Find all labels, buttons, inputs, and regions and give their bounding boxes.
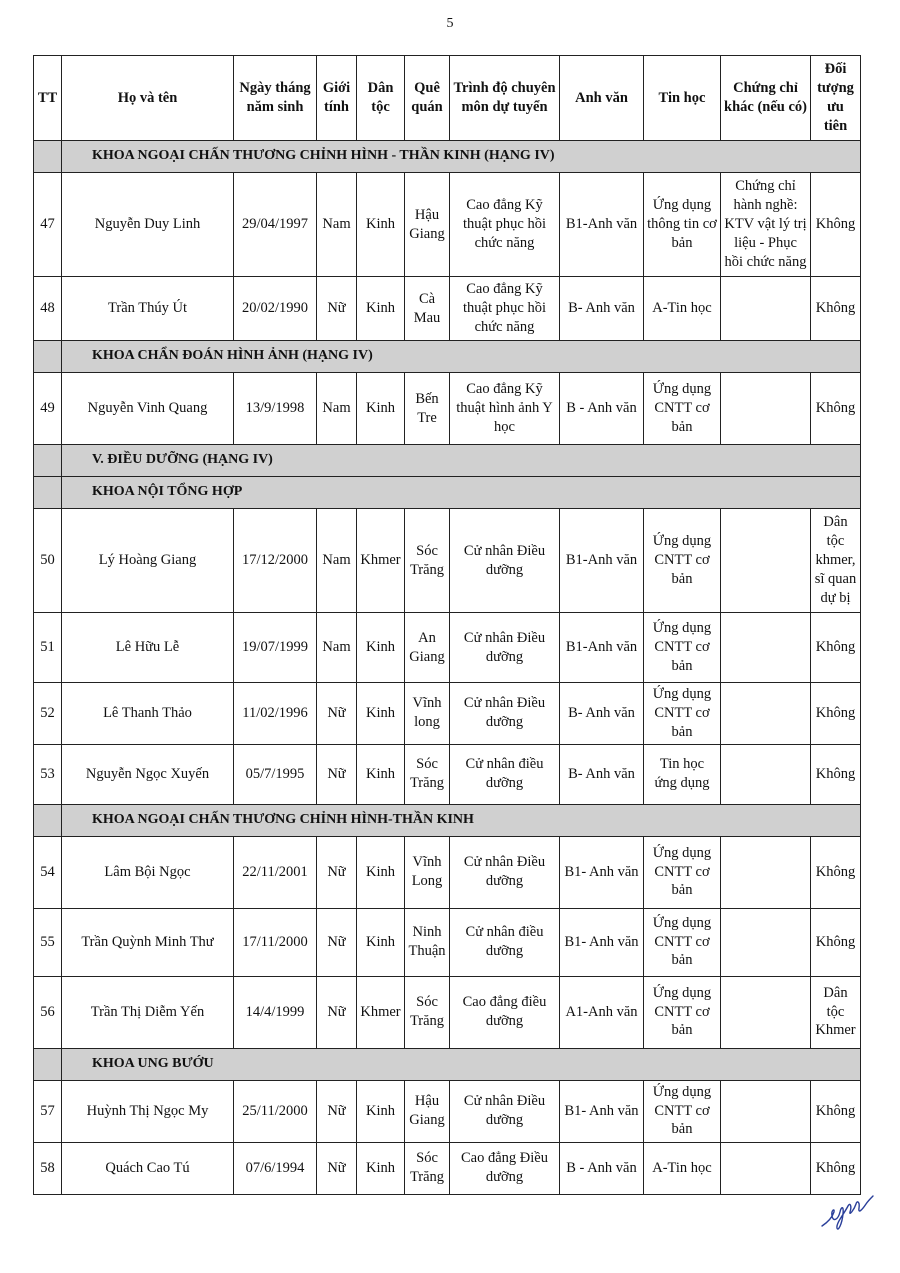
cell-english: B1-Anh văn — [560, 509, 644, 613]
header-gender: Giới tính — [317, 56, 357, 141]
cell-hometown: Hậu Giang — [405, 1080, 450, 1142]
cell-tt: 48 — [34, 277, 62, 341]
cell-name: Huỳnh Thị Ngọc My — [62, 1080, 234, 1142]
cell-gender: Nữ — [317, 1080, 357, 1142]
cell-english: B- Anh văn — [560, 683, 644, 745]
cell-dob: 19/07/1999 — [234, 613, 317, 683]
cell-priority: Không — [811, 1080, 861, 1142]
cell-gender: Nữ — [317, 836, 357, 908]
cell-name: Lâm Bội Ngọc — [62, 836, 234, 908]
cell-it: Ứng dụng CNTT cơ bản — [644, 976, 721, 1048]
cell-gender: Nữ — [317, 744, 357, 804]
cell-ethnicity: Khmer — [357, 976, 405, 1048]
header-tt: TT — [34, 56, 62, 141]
cell-ethnicity: Kinh — [357, 744, 405, 804]
cell-it: Tin học ứng dụng — [644, 744, 721, 804]
cell-dob: 20/02/1990 — [234, 277, 317, 341]
cell-it: Ứng dụng CNTT cơ bản — [644, 373, 721, 445]
section-blank-cell — [34, 1048, 62, 1080]
cell-tt: 50 — [34, 509, 62, 613]
table-row — [34, 173, 861, 277]
cell-qualification: Cao đẳng điều dưỡng — [450, 976, 560, 1048]
cell-hometown: Cà Mau — [405, 277, 450, 341]
cell-hometown: Vĩnh Long — [405, 836, 450, 908]
cell-priority: Không — [811, 613, 861, 683]
cell-hometown: Bến Tre — [405, 373, 450, 445]
header-dob: Ngày tháng năm sinh — [234, 56, 317, 141]
header-priority: Đối tượng ưu tiên — [811, 56, 861, 141]
cell-dob: 17/12/2000 — [234, 509, 317, 613]
cell-it: A-Tin học — [644, 1142, 721, 1194]
cell-name: Trần Quỳnh Minh Thư — [62, 908, 234, 976]
section-row — [34, 804, 861, 836]
cell-dob: 11/02/1996 — [234, 683, 317, 745]
cell-dob: 14/4/1999 — [234, 976, 317, 1048]
cell-dob: 22/11/2001 — [234, 836, 317, 908]
cell-other-cert — [721, 1080, 811, 1142]
cell-it: Ứng dụng CNTT cơ bản — [644, 509, 721, 613]
cell-other-cert — [721, 373, 811, 445]
cell-hometown: Sóc Trăng — [405, 509, 450, 613]
cell-hometown: An Giang — [405, 613, 450, 683]
cell-tt: 58 — [34, 1142, 62, 1194]
section-blank-cell — [34, 141, 62, 173]
cell-other-cert — [721, 613, 811, 683]
header-english: Anh văn — [560, 56, 644, 141]
cell-dob: 29/04/1997 — [234, 173, 317, 277]
cell-other-cert — [721, 683, 811, 745]
cell-english: B1- Anh văn — [560, 836, 644, 908]
cell-gender: Nữ — [317, 277, 357, 341]
cell-hometown: Hậu Giang — [405, 173, 450, 277]
cell-priority: Không — [811, 1142, 861, 1194]
cell-it: Ứng dụng CNTT cơ bản — [644, 613, 721, 683]
cell-name: Lý Hoàng Giang — [62, 509, 234, 613]
section-row — [34, 1048, 861, 1080]
cell-qualification: Cao đẳng Điều dưỡng — [450, 1142, 560, 1194]
cell-gender: Nam — [317, 173, 357, 277]
section-title: KHOA UNG BƯỚU — [62, 1048, 861, 1080]
cell-other-cert — [721, 277, 811, 341]
cell-qualification: Cử nhân Điều dưỡng — [450, 613, 560, 683]
cell-ethnicity: Kinh — [357, 277, 405, 341]
cell-it: Ứng dụng CNTT cơ bản — [644, 908, 721, 976]
table-row — [34, 976, 861, 1048]
section-row — [34, 341, 861, 373]
cell-tt: 54 — [34, 836, 62, 908]
section-title: KHOA NỘI TỔNG HỢP — [62, 477, 861, 509]
cell-name: Nguyễn Vinh Quang — [62, 373, 234, 445]
page-number: 5 — [446, 16, 454, 31]
table-row — [34, 744, 861, 804]
cell-qualification: Cao đẳng Kỹ thuật hình ảnh Y học — [450, 373, 560, 445]
cell-other-cert — [721, 744, 811, 804]
cell-hometown: Vĩnh long — [405, 683, 450, 745]
section-blank-cell — [34, 804, 62, 836]
cell-english: B- Anh văn — [560, 277, 644, 341]
cell-dob: 05/7/1995 — [234, 744, 317, 804]
table-row — [34, 613, 861, 683]
cell-it: Ứng dụng CNTT cơ bản — [644, 683, 721, 745]
cell-tt: 51 — [34, 613, 62, 683]
cell-other-cert — [721, 908, 811, 976]
cell-priority: Không — [811, 908, 861, 976]
cell-english: B1-Anh văn — [560, 613, 644, 683]
cell-ethnicity: Khmer — [357, 509, 405, 613]
cell-priority: Không — [811, 836, 861, 908]
cell-priority: Dân tộc Khmer — [811, 976, 861, 1048]
section-title: KHOA NGOẠI CHẤN THƯƠNG CHỈNH HÌNH - THẦN KINH (HẠNG IV) — [62, 141, 861, 173]
section-row — [34, 141, 861, 173]
cell-other-cert: Chứng chỉ hành nghề: KTV vật lý trị liệu - Phục hồi chức năng — [721, 173, 811, 277]
cell-dob: 25/11/2000 — [234, 1080, 317, 1142]
cell-other-cert — [721, 509, 811, 613]
cell-gender: Nam — [317, 373, 357, 445]
section-title: KHOA NGOẠI CHẤN THƯƠNG CHỈNH HÌNH-THẦN KINH — [62, 804, 861, 836]
cell-tt: 53 — [34, 744, 62, 804]
cell-english: A1-Anh văn — [560, 976, 644, 1048]
cell-priority: Dân tộc khmer, sĩ quan dự bị — [811, 509, 861, 613]
table-body — [34, 141, 861, 1195]
cell-english: B1- Anh văn — [560, 908, 644, 976]
cell-hometown: Sóc Trăng — [405, 744, 450, 804]
table-row — [34, 683, 861, 745]
header-hometown: Quê quán — [405, 56, 450, 141]
cell-ethnicity: Kinh — [357, 683, 405, 745]
cell-other-cert — [721, 836, 811, 908]
cell-name: Nguyễn Ngọc Xuyến — [62, 744, 234, 804]
cell-gender: Nữ — [317, 976, 357, 1048]
cell-tt: 49 — [34, 373, 62, 445]
cell-qualification: Cử nhân Điều dưỡng — [450, 1080, 560, 1142]
cell-dob: 17/11/2000 — [234, 908, 317, 976]
cell-tt: 57 — [34, 1080, 62, 1142]
cell-english: B - Anh văn — [560, 373, 644, 445]
section-blank-cell — [34, 445, 62, 477]
cell-ethnicity: Kinh — [357, 1142, 405, 1194]
candidate-table — [33, 55, 861, 1195]
cell-gender: Nữ — [317, 1142, 357, 1194]
cell-gender: Nữ — [317, 908, 357, 976]
cell-gender: Nữ — [317, 683, 357, 745]
cell-other-cert — [721, 1142, 811, 1194]
cell-hometown: Ninh Thuận — [405, 908, 450, 976]
cell-ethnicity: Kinh — [357, 908, 405, 976]
cell-name: Lê Hữu Lễ — [62, 613, 234, 683]
table-row — [34, 509, 861, 613]
cell-qualification: Cử nhân điều dưỡng — [450, 908, 560, 976]
cell-name: Lê Thanh Thảo — [62, 683, 234, 745]
cell-qualification: Cử nhân Điều dưỡng — [450, 836, 560, 908]
section-row — [34, 445, 861, 477]
cell-gender: Nam — [317, 613, 357, 683]
cell-qualification: Cử nhân Điều dưỡng — [450, 509, 560, 613]
signature-mark — [818, 1192, 876, 1234]
section-title: KHOA CHẨN ĐOÁN HÌNH ẢNH (HẠNG IV) — [62, 341, 861, 373]
section-blank-cell — [34, 341, 62, 373]
cell-it: Ứng dụng CNTT cơ bản — [644, 836, 721, 908]
table-row — [34, 1142, 861, 1194]
table-row — [34, 277, 861, 341]
cell-priority: Không — [811, 173, 861, 277]
cell-english: B1-Anh văn — [560, 173, 644, 277]
cell-name: Trần Thị Diễm Yến — [62, 976, 234, 1048]
cell-tt: 56 — [34, 976, 62, 1048]
cell-name: Nguyễn Duy Linh — [62, 173, 234, 277]
cell-dob: 13/9/1998 — [234, 373, 317, 445]
cell-it: Ứng dụng CNTT cơ bản — [644, 1080, 721, 1142]
cell-other-cert — [721, 976, 811, 1048]
cell-ethnicity: Kinh — [357, 173, 405, 277]
cell-hometown: Sóc Trăng — [405, 1142, 450, 1194]
cell-name: Quách Cao Tú — [62, 1142, 234, 1194]
table-row — [34, 373, 861, 445]
cell-it: A-Tin học — [644, 277, 721, 341]
header-ethnicity: Dân tộc — [357, 56, 405, 141]
cell-ethnicity: Kinh — [357, 373, 405, 445]
cell-tt: 47 — [34, 173, 62, 277]
cell-gender: Nam — [317, 509, 357, 613]
cell-name: Trần Thúy Út — [62, 277, 234, 341]
table-row — [34, 908, 861, 976]
cell-qualification: Cao đẳng Kỹ thuật phục hồi chức năng — [450, 277, 560, 341]
section-title: V. ĐIỀU DƯỠNG (HẠNG IV) — [62, 445, 861, 477]
cell-ethnicity: Kinh — [357, 613, 405, 683]
header-other-cert: Chứng chỉ khác (nếu có) — [721, 56, 811, 141]
cell-ethnicity: Kinh — [357, 1080, 405, 1142]
section-blank-cell — [34, 477, 62, 509]
cell-hometown: Sóc Trăng — [405, 976, 450, 1048]
cell-english: B - Anh văn — [560, 1142, 644, 1194]
table-row — [34, 836, 861, 908]
cell-qualification: Cao đẳng Kỹ thuật phục hồi chức năng — [450, 173, 560, 277]
cell-ethnicity: Kinh — [357, 836, 405, 908]
cell-it: Ứng dụng thông tin cơ bản — [644, 173, 721, 277]
cell-qualification: Cử nhân Điều dưỡng — [450, 683, 560, 745]
table-row — [34, 1080, 861, 1142]
header-row — [34, 56, 861, 141]
cell-priority: Không — [811, 373, 861, 445]
cell-english: B1- Anh văn — [560, 1080, 644, 1142]
cell-priority: Không — [811, 744, 861, 804]
header-name: Họ và tên — [62, 56, 234, 141]
header-it: Tin học — [644, 56, 721, 141]
cell-priority: Không — [811, 277, 861, 341]
section-row — [34, 477, 861, 509]
cell-dob: 07/6/1994 — [234, 1142, 317, 1194]
cell-tt: 55 — [34, 908, 62, 976]
cell-tt: 52 — [34, 683, 62, 745]
cell-english: B- Anh văn — [560, 744, 644, 804]
cell-qualification: Cử nhân điều dưỡng — [450, 744, 560, 804]
header-qualification: Trình độ chuyên môn dự tuyển — [450, 56, 560, 141]
cell-priority: Không — [811, 683, 861, 745]
